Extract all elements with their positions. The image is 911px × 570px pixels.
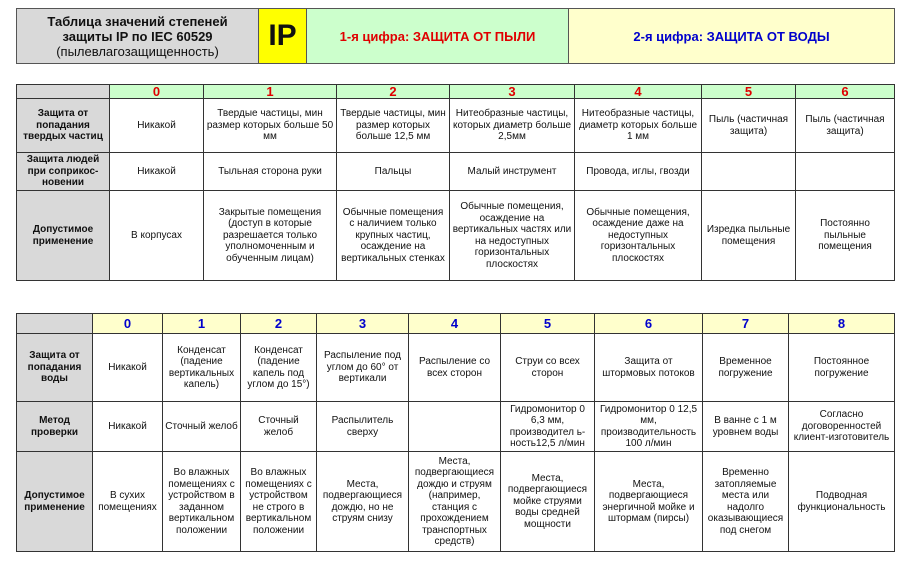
table-cell: В корпусах [110, 191, 204, 281]
table-cell: Обычные помещения, осаждение на вертикальных частях или на недоступных горизонтальных плоскостях [450, 191, 575, 281]
table-cell: Сточный желоб [163, 402, 241, 452]
water-digit: 1 [163, 314, 241, 334]
water-heading: 2-я цифра: ЗАЩИТА ОТ ВОДЫ [569, 9, 895, 64]
table-cell: Твердые частицы, мин размер которых больше 12,5 мм [337, 99, 450, 153]
dust-digit: 0 [110, 85, 204, 99]
ip-label: IP [259, 9, 307, 64]
dust-digit: 6 [796, 85, 895, 99]
table-cell: Распыление со всех сторон [409, 334, 501, 402]
table-row [17, 191, 895, 281]
row-label: Защита от попадания воды [17, 334, 93, 402]
table-cell: Изредка пыльные помещения [702, 191, 796, 281]
table-cell: Временное погружение [703, 334, 789, 402]
dust-corner [17, 85, 110, 99]
dust-digit: 4 [575, 85, 702, 99]
table-cell: Нитеобразные частицы, которых диаметр больше 2,5мм [450, 99, 575, 153]
water-digit: 7 [703, 314, 789, 334]
document-title [17, 9, 259, 64]
dust-heading: 1-я цифра: ЗАЩИТА ОТ ПЫЛИ [307, 9, 569, 64]
table-cell: Обычные помещения, осаждение даже на недоступных горизонтальных плоскостях [575, 191, 702, 281]
table-cell: В сухих помещениях [93, 452, 163, 552]
table-cell: Конденсат (падение вертикальных капель) [163, 334, 241, 402]
table-row [17, 99, 895, 153]
header-band [16, 8, 895, 64]
table-cell: Тыльная сторона руки [204, 153, 337, 191]
table-row [17, 402, 895, 452]
table-row [17, 452, 895, 552]
table-cell: Гидромонитор 0 6,3 мм, производител ь-ность12,5 л/мин [501, 402, 595, 452]
water-digit: 2 [241, 314, 317, 334]
water-digit: 8 [789, 314, 895, 334]
table-cell: Пыль (частичная защита) [796, 99, 895, 153]
table-cell: Распылитель сверху [317, 402, 409, 452]
dust-protection-table [16, 84, 895, 281]
table-cell: Постоянное погружение [789, 334, 895, 402]
table-cell: Никакой [93, 402, 163, 452]
table-cell: Пыль (частичная защита) [702, 99, 796, 153]
water-digit-row [17, 314, 895, 334]
table-cell: Малый инструмент [450, 153, 575, 191]
table-cell: Места, подвергающиеся дождю, но не струям снизу [317, 452, 409, 552]
table-cell: Сточный желоб [241, 402, 317, 452]
water-protection-table [16, 313, 895, 552]
title-line-3: (пылевлагозащищенность) [56, 43, 219, 59]
table-cell: Никакой [110, 99, 204, 153]
table-cell: Провода, иглы, гвозди [575, 153, 702, 191]
row-label: Метод проверки [17, 402, 93, 452]
table-cell: Конденсат (падение капель под углом до 15°) [241, 334, 317, 402]
table-cell: Струи со всех сторон [501, 334, 595, 402]
water-corner [17, 314, 93, 334]
table-cell: Постоянно пыльные помещения [796, 191, 895, 281]
dust-digit: 3 [450, 85, 575, 99]
table-row [17, 153, 895, 191]
row-label: Защита людей при соприкос-новении [17, 153, 110, 191]
table-cell [409, 402, 501, 452]
table-cell: В ванне с 1 м уровнем воды [703, 402, 789, 452]
table-cell: Закрытые помещения (доступ в которые разрешается только уполномоченным и обученным лицам) [204, 191, 337, 281]
table-cell [702, 153, 796, 191]
row-label: Допустимое применение [17, 191, 110, 281]
title-line-2: защиты IP по IEC 60529 [62, 28, 213, 44]
table-cell: Обычные помещения с наличием только крупных частиц, осаждение на вертикальных стенках [337, 191, 450, 281]
water-digit: 0 [93, 314, 163, 334]
table-cell: Пальцы [337, 153, 450, 191]
table-row [17, 334, 895, 402]
table-cell: Никакой [110, 153, 204, 191]
table-cell: Никакой [93, 334, 163, 402]
table-cell: Твердые частицы, мин размер которых больше 50 мм [204, 99, 337, 153]
table-cell: Подводная функциональность [789, 452, 895, 552]
dust-digit: 5 [702, 85, 796, 99]
table-cell: Гидромонитор 0 12,5 мм, производительность 100 л/мин [595, 402, 703, 452]
table-cell: Нитеобразные частицы, диаметр которых больше 1 мм [575, 99, 702, 153]
table-cell: Распыление под углом до 60° от вертикали [317, 334, 409, 402]
title-line-1: Таблица значений степеней [47, 13, 228, 29]
table-cell: Во влажных помещениях с устройством в заданном вертикальном положении [163, 452, 241, 552]
water-digit: 6 [595, 314, 703, 334]
row-label: Допустимое применение [17, 452, 93, 552]
table-cell [796, 153, 895, 191]
table-cell: Места, подвергающиеся дождю и струям (например, станция с прохождением транспортных средств) [409, 452, 501, 552]
table-cell: Места, подвергающиеся энергичной мойке и штормам (пирсы) [595, 452, 703, 552]
table-cell: Во влажных помещениях с устройством не строго в вертикальном положении [241, 452, 317, 552]
row-label: Защита от попадания твердых частиц [17, 99, 110, 153]
table-cell: Согласно договоренностей клиент-изготовитель [789, 402, 895, 452]
table-cell: Временно затопляемые места или надолго оказывающиеся под снегом [703, 452, 789, 552]
dust-digit: 1 [204, 85, 337, 99]
water-digit: 3 [317, 314, 409, 334]
water-digit: 5 [501, 314, 595, 334]
table-cell: Защита от штормовых потоков [595, 334, 703, 402]
dust-digit: 2 [337, 85, 450, 99]
dust-digit-row [17, 85, 895, 99]
table-cell: Места, подвергающиеся мойке струями воды средней мощности [501, 452, 595, 552]
water-digit: 4 [409, 314, 501, 334]
